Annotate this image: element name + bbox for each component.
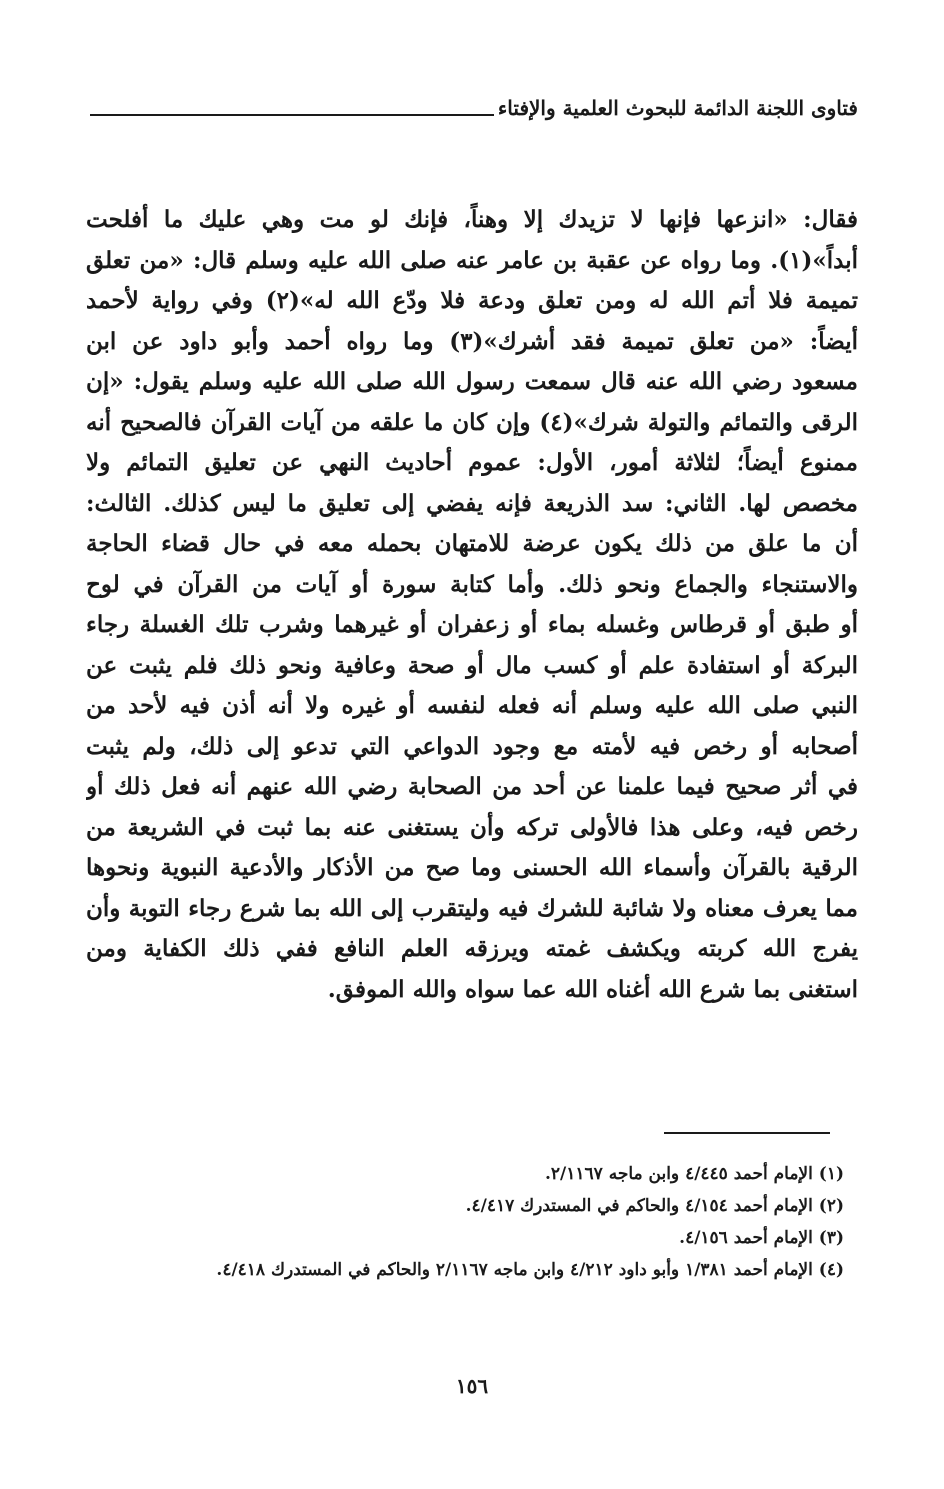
body-line: أو طبق أو قرطاس وغسله بماء أو زعفران أو غيرهما وشرب تلك الغسلة رجاء [86,611,858,638]
footnotes [86,1158,844,1286]
body-line: في أثر صحيح فيما علمنا عن أحد من الصحابة رضي الله عنهم أنه فعل ذلك أو [86,773,858,800]
body-line: أصحابه أو رخص فيه لأمته مع وجود الدواعي التي تدعو إلى ذلك، ولم يثبت [86,732,858,760]
body-line: مما يعرف معناه ولا شائبة للشرك فيه وليتقرب إلى الله بما شرع رجاء التوبة وأن [86,894,858,922]
body-line: أن ما علق من ذلك يكون عرضة للامتهان بحمله معه في حال قضاء الحاجة [86,530,858,557]
body-text [86,200,858,1010]
footnote-separator [664,1132,830,1134]
footnote-1: (١) الإمام أحمد ٤/٤٤٥ وابن ماجه ٢/١١٦٧. [544,1164,844,1184]
body-line: استغنى بما شرع الله أغناه الله عما سواه والله الموفق. [327,975,858,1003]
body-line: الرقية بالقرآن وأسماء الله الحسنى وما صح من الأذكار والأدعية النبوية ونحوها [86,854,858,881]
body-line: الرقى والتمائم والتولة شرك»(٤) وإن كان ما علقه من آيات القرآن فالصحيح أنه [86,408,858,436]
body-line: مسعود رضي الله عنه قال سمعت رسول الله صلى الله عليه وسلم يقول: «إن [86,368,858,395]
footnote-4: (٤) الإمام أحمد ١/٣٨١ وأبو داود ٤/٢١٢ وابن ماجه ٢/١١٦٧ والحاكم في المستدرك ٤/٤١٨. [216,1260,844,1280]
page-number: ١٥٦ [455,1374,489,1398]
body-line: ممنوع أيضاً؛ لثلاثة أمور، الأول: عموم أحاديث النهي عن تعليق التمائم ولا [86,449,858,476]
body-line: أيضاً: «من تعلق تميمة فقد أشرك»(٣) وما رواه أحمد وأبو داود عن ابن [86,327,858,355]
body-line: تميمة فلا أتم الله له ومن تعلق ودعة فلا ودّع الله له»(٢) وفي رواية لأحمد [86,287,858,314]
body-line: والاستنجاء والجماع ونحو ذلك. وأما كتابة سورة أو آيات من القرآن في لوح [86,570,858,598]
running-header [90,92,858,122]
body-line: مخصص لها. الثاني: سد الذريعة فإنه يفضي إلى تعليق ما ليس كذلك. الثالث: [86,489,858,517]
footnote-2: (٢) الإمام أحمد ٤/١٥٤ والحاكم في المستدرك ٤/٤١٧. [465,1196,844,1216]
body-line: رخص فيه، وعلى هذا فالأولى تركه وأن يستغنى عنه بما ثبت في الشريعة من [86,813,858,841]
body-line: أبداً»(١). وما رواه عن عقبة بن عامر عنه صلى الله عليه وسلم قال: «من تعلق [86,246,858,274]
body-line: فقال: «انزعها فإنها لا تزيدك إلا وهناً، فإنك لو مت وهي عليك ما أفلحت [86,206,858,233]
header-title: فتاوى اللجنة الدائمة للبحوث العلمية والإفتاء [497,96,858,120]
footnote-3: (٣) الإمام أحمد ٤/١٥٦. [679,1228,844,1248]
body-line: البركة أو استفادة علم أو كسب مال أو صحة وعافية ونحو ذلك فلم يثبت عن [86,651,858,679]
body-line: يفرج الله كربته ويكشف غمته ويرزقه العلم النافع ففي ذلك الكفاية ومن [86,935,858,962]
header-rule [90,114,494,116]
body-line: النبي صلى الله عليه وسلم أنه فعله لنفسه أو غيره ولا أنه أذن فيه لأحد من [86,692,858,719]
